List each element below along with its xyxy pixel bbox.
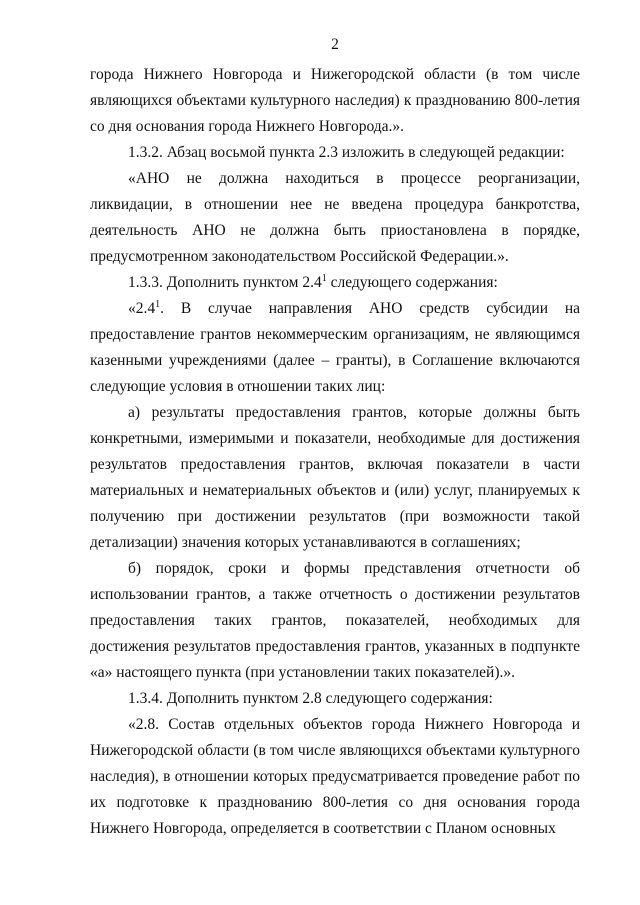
paragraph-2-4-1-text-before: «2.4	[128, 300, 156, 317]
paragraph-2-4-1	[90, 296, 580, 400]
paragraph-ano-requirements: «АНО не должна находиться в процессе реорганизации, ликвидации, в отношении нее не введена процедура банкротства, деятельность АНО не должна быть приостановлена в порядке, предусмотренном законодательством Российской Федерации.».	[90, 170, 580, 265]
paragraph-1-3-3-text-before: 1.3.3. Дополнить пунктом 2.4	[128, 274, 322, 291]
superscript-one: 1	[155, 298, 161, 310]
paragraph-intro-continuation: города Нижнего Новгорода и Нижегородской области (в том числе являющихся объектами культурного наследия) к празднованию 800-летия со дня основания города Нижнего Новгорода.».	[90, 66, 580, 135]
document-page	[90, 34, 580, 842]
paragraph-1-3-3-text-after: следующего содержания:	[326, 274, 498, 291]
superscript-one: 1	[321, 272, 327, 284]
paragraph-2-8: «2.8. Состав отдельных объектов города Нижнего Новгорода и Нижегородской области (в том числе являющихся объектами культурного наследия), в отношении которых предусматривается проведение работ по их подготовке к празднованию 800-летия со дня основания города Нижнего Новгорода, определяется в соответствии с Планом основных	[90, 716, 580, 837]
page-number: 2	[331, 36, 339, 53]
paragraph-2-4-1-text-after: . В случае направления АНО средств субсидии на предоставление грантов некоммерческим организациям, не являющимся казенными учреждениями (далее – гранты), в Соглашение включаются следующие условия в отношении таких лиц:	[90, 300, 580, 395]
paragraph-1-3-3	[90, 270, 580, 296]
paragraph-subitem-b: б) порядок, сроки и формы представления отчетности об использовании грантов, а также отчетность о достижении результатов предоставления таких грантов, показателей, необходимых для достижения результатов предоставления грантов, указанных в подпункте «а» настоящего пункта (при установлении таких показателей).».	[90, 560, 580, 681]
paragraph-subitem-a: а) результаты предоставления грантов, которые должны быть конкретными, измеримыми и показатели, необходимые для достижения результатов предоставления грантов, включая показатели в части материальных и нематериальных объектов и (или) услуг, планируемых к получению при достижении результатов (при возможности такой детализации) значения которых устанавливаются в соглашениях;	[90, 404, 580, 551]
paragraph-1-3-4: 1.3.4. Дополнить пунктом 2.8 следующего содержания:	[128, 690, 493, 707]
paragraph-1-3-2: 1.3.2. Абзац восьмой пункта 2.3 изложить в следующей редакции:	[128, 144, 565, 161]
